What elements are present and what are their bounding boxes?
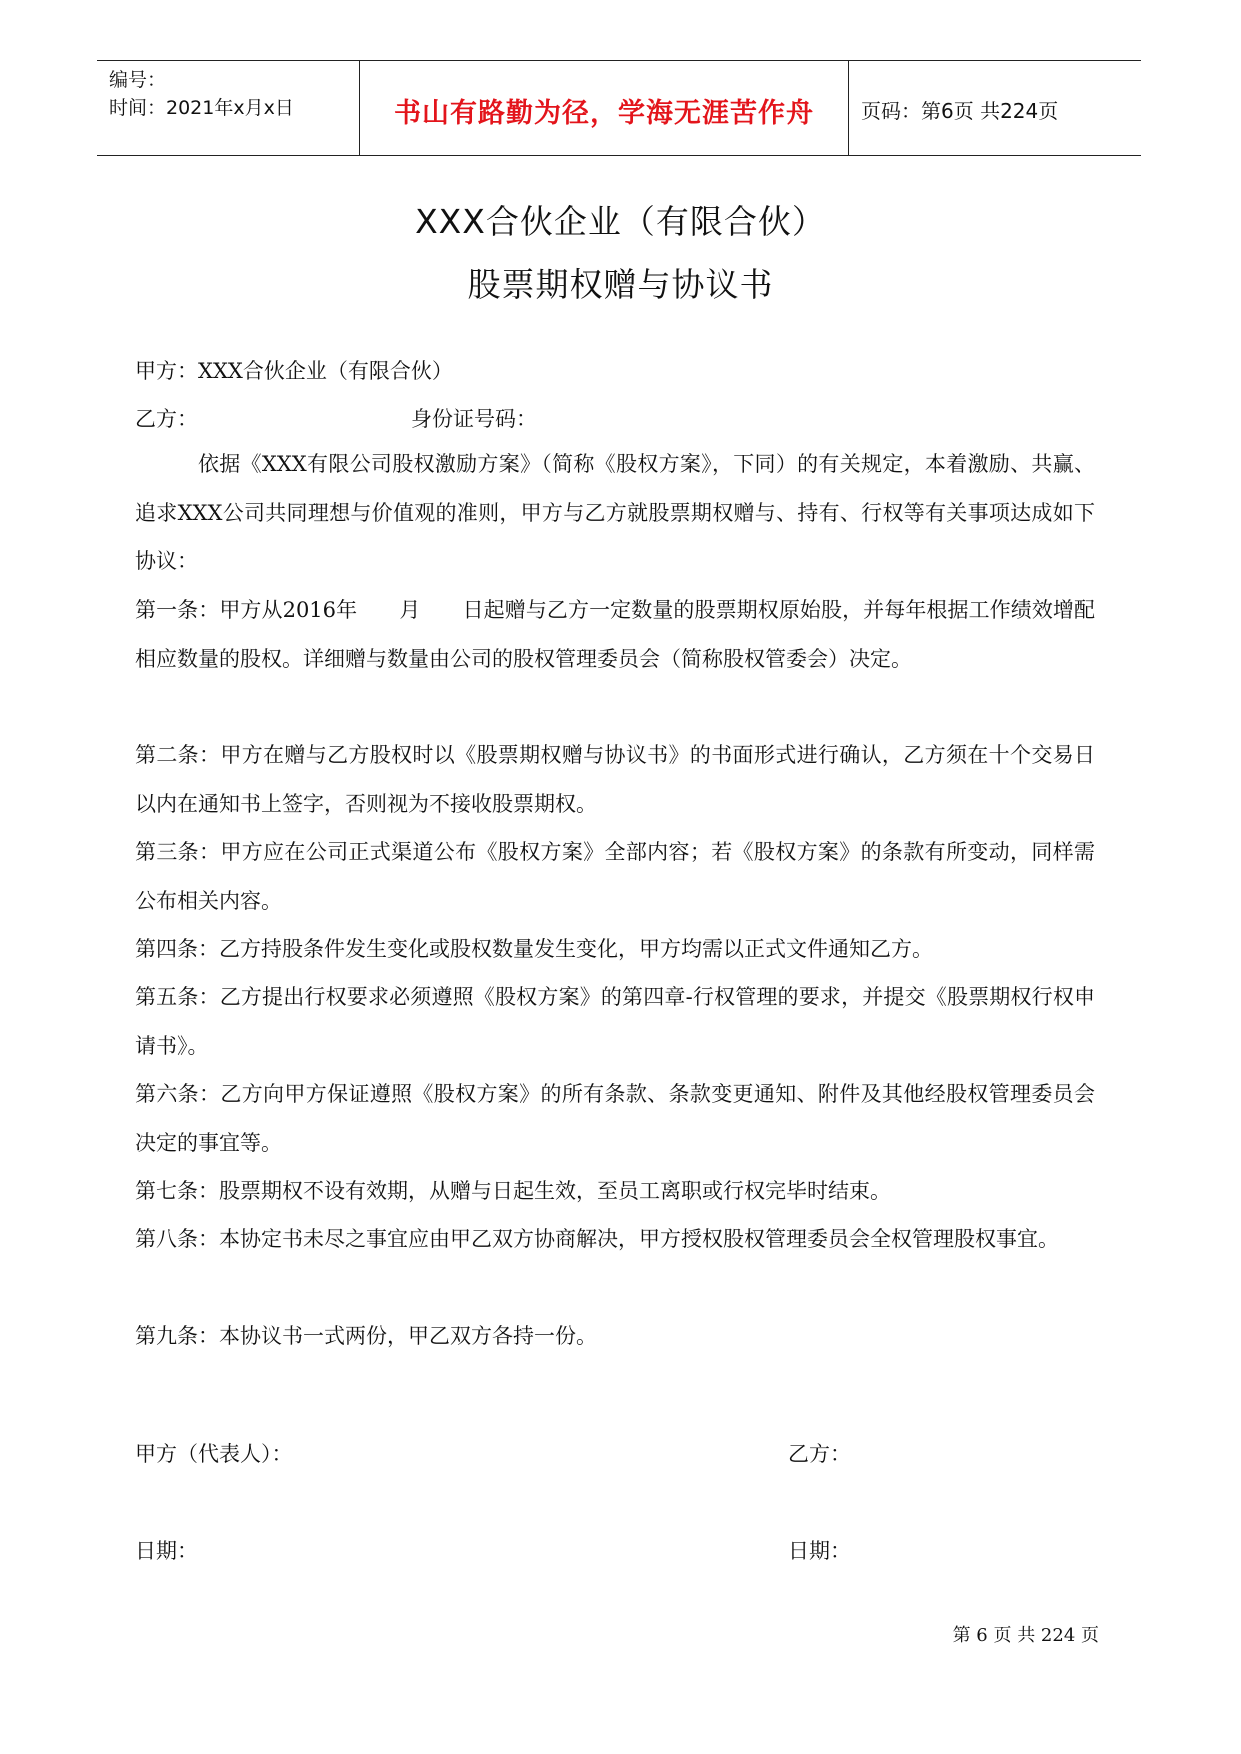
party-a-date-label: 日期： (135, 1539, 198, 1563)
header-page-cell (847, 61, 1141, 155)
document-time: 时间：2021年x月x日 (109, 97, 294, 119)
article-1: 第一条：甲方从2016年 月 日起赠与乙方一定数量的股票期权原始股，并每年根据工作绩效增配相应数量的股权。详细赠与数量由公司的股权管理委员会（简称股权管委会）决定。 (135, 598, 1095, 671)
party-b-date-label: 日期： (788, 1539, 851, 1563)
header-meta-cell (97, 61, 359, 155)
article-8: 第八条：本协定书未尽之事宜应由甲乙双方协商解决，甲方授权股权管理委员会全权管理股权事宜。 (135, 1227, 1059, 1251)
header-motto: 书山有路勤为径，学海无涯苦作舟 (394, 98, 814, 129)
header-motto-cell (359, 61, 849, 155)
page-header (97, 60, 1141, 156)
article-3: 第三条：甲方应在公司正式渠道公布《股权方案》全部内容；若《股权方案》的条款有所变动，同样需公布相关内容。 (135, 840, 1095, 913)
preamble-paragraph: 依据《XXX有限公司股权激励方案》（简称《股权方案》，下同）的有关规定，本着激励、共赢、追求XXX公司共同理想与价值观的准则，甲方与乙方就股票期权赠与、持有、行权等有关事项达成如下协议： (135, 452, 1095, 573)
party-b: 乙方： (135, 407, 198, 431)
article-2: 第二条：甲方在赠与乙方股权时以《股票期权赠与协议书》的书面形式进行确认，乙方须在十个交易日以内在通知书上签字，否则视为不接收股票期权。 (135, 743, 1095, 816)
header-page-info: 页码：第6页 共224页 (861, 99, 1059, 123)
party-a: 甲方：XXX合伙企业（有限合伙） (135, 359, 453, 383)
page-footer: 第 6 页 共 224 页 (952, 1625, 1099, 1646)
party-a-representative-label: 甲方（代表人）： (135, 1442, 293, 1466)
party-b-signature-label: 乙方： (788, 1442, 851, 1466)
article-7: 第七条：股票期权不设有效期，从赠与日起生效，至员工离职或行权完毕时结束。 (135, 1179, 891, 1203)
document-number-label: 编号： (109, 69, 167, 91)
article-9: 第九条：本协议书一式两份，甲乙双方各持一份。 (135, 1324, 597, 1348)
id-number-label: 身份证号码： (411, 407, 537, 431)
article-6: 第六条：乙方向甲方保证遵照《股权方案》的所有条款、条款变更通知、附件及其他经股权管理委员会决定的事宜等。 (135, 1082, 1095, 1155)
document-title-line-1: XXX合伙企业（有限合伙） (415, 202, 826, 241)
article-5: 第五条：乙方提出行权要求必须遵照《股权方案》的第四章-行权管理的要求，并提交《股票期权行权申请书》。 (135, 985, 1095, 1058)
document-title-line-2: 股票期权赠与协议书 (467, 265, 774, 304)
article-4: 第四条：乙方持股条件发生变化或股权数量发生变化，甲方均需以正式文件通知乙方。 (135, 937, 933, 961)
